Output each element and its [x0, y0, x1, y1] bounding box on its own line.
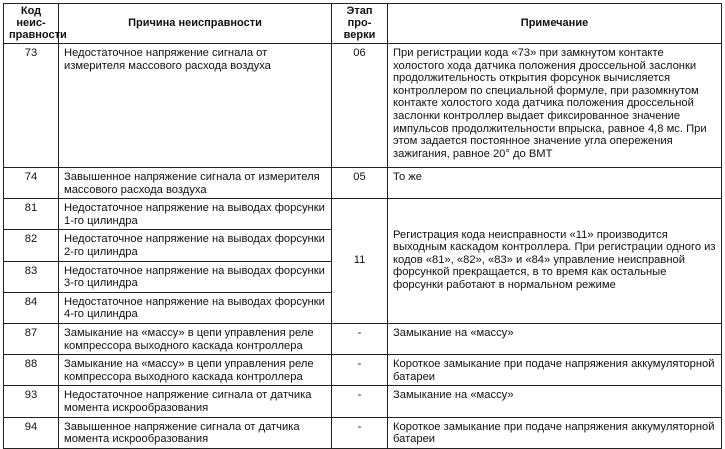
row-reason: Завышенное напряжение сигнала от измерителя массового расхода воздуха: [59, 168, 332, 199]
row-note: Замыкание на «массу»: [388, 386, 722, 417]
row-reason: Завышенное напряжение сигнала от датчика момента искрообразования: [59, 417, 332, 448]
row-code: 74: [4, 168, 59, 199]
row-stage: 06: [332, 44, 388, 168]
group-stage: 11: [332, 199, 388, 324]
row-reason: Недостаточное напряжение на выводах форсунки 4-го цилиндра: [59, 292, 332, 323]
row-reason: Недостаточное напряжение на выводах форсунки 1-го цилиндра: [59, 199, 332, 230]
table-row: [4, 199, 722, 230]
row-code: 73: [4, 44, 59, 168]
row-reason: Замыкание на «массу» в цепи управления реле компрессора выходного каскада контроллера: [59, 355, 332, 386]
header-reason: Причина неисправности: [59, 4, 332, 44]
row-code: 83: [4, 261, 59, 292]
table-row: [4, 44, 722, 168]
row-stage: -: [332, 323, 388, 354]
table-row: [4, 386, 722, 417]
table-row: [4, 417, 722, 448]
row-note: Замыкание на «массу»: [388, 323, 722, 354]
row-reason: Недостаточное напряжение на выводах форсунки 2-го цилиндра: [59, 230, 332, 261]
row-code: 88: [4, 355, 59, 386]
row-note: Короткое замыкание при подаче напряжения аккумуляторной батареи: [388, 355, 722, 386]
table-header-row: [4, 4, 722, 44]
row-reason: Недостаточное напряжение сигнала от измерителя массового расхода воздуха: [59, 44, 332, 168]
row-note: То же: [388, 168, 722, 199]
row-code: 93: [4, 386, 59, 417]
row-reason: Недостаточное напряжение сигнала от датчика момента искрообразования: [59, 386, 332, 417]
row-code: 87: [4, 323, 59, 354]
header-stage: Этап проверки: [332, 4, 388, 44]
row-code: 81: [4, 199, 59, 230]
group-note: Регистрация кода неисправности «11» производится выходным каскадом контроллера. При регистрации одного из кодов «81», «82», «83» и «84» управление неисправной форсункой прекращается, в то время как остальные форсунки работают в нормальном режиме: [388, 199, 722, 324]
row-note: При регистрации кода «73» при замкнутом контакте холостого хода датчика положения дроссельной заслонки продолжительность открытия форсунок вычисляется контроллером по специальной формуле, при разомкнутом контакте холостого хода датчика положения дроссельной заслонки контроллер выдает фиксированное значение импульсов продолжительности впрыска, равное 4,8 мс. При этом задается постоянное значение угла опережения зажигания, равное 20° до ВМТ: [388, 44, 722, 168]
row-note: Короткое замыкание при подаче напряжения аккумуляторной батареи: [388, 417, 722, 448]
row-code: 94: [4, 417, 59, 448]
row-stage: 05: [332, 168, 388, 199]
header-note: Примечание: [388, 4, 722, 44]
row-reason: Недостаточное напряжение на выводах форсунки 3-го цилиндра: [59, 261, 332, 292]
row-stage: -: [332, 355, 388, 386]
row-code: 82: [4, 230, 59, 261]
fault-codes-table: [3, 3, 722, 449]
row-code: 84: [4, 292, 59, 323]
header-code: Код неисправности: [4, 4, 59, 44]
row-stage: -: [332, 386, 388, 417]
table-row: [4, 168, 722, 199]
row-stage: -: [332, 417, 388, 448]
table-row: [4, 323, 722, 354]
table-row: [4, 355, 722, 386]
row-reason: Замыкание на «массу» в цепи управления реле компрессора выходного каскада контроллера: [59, 323, 332, 354]
